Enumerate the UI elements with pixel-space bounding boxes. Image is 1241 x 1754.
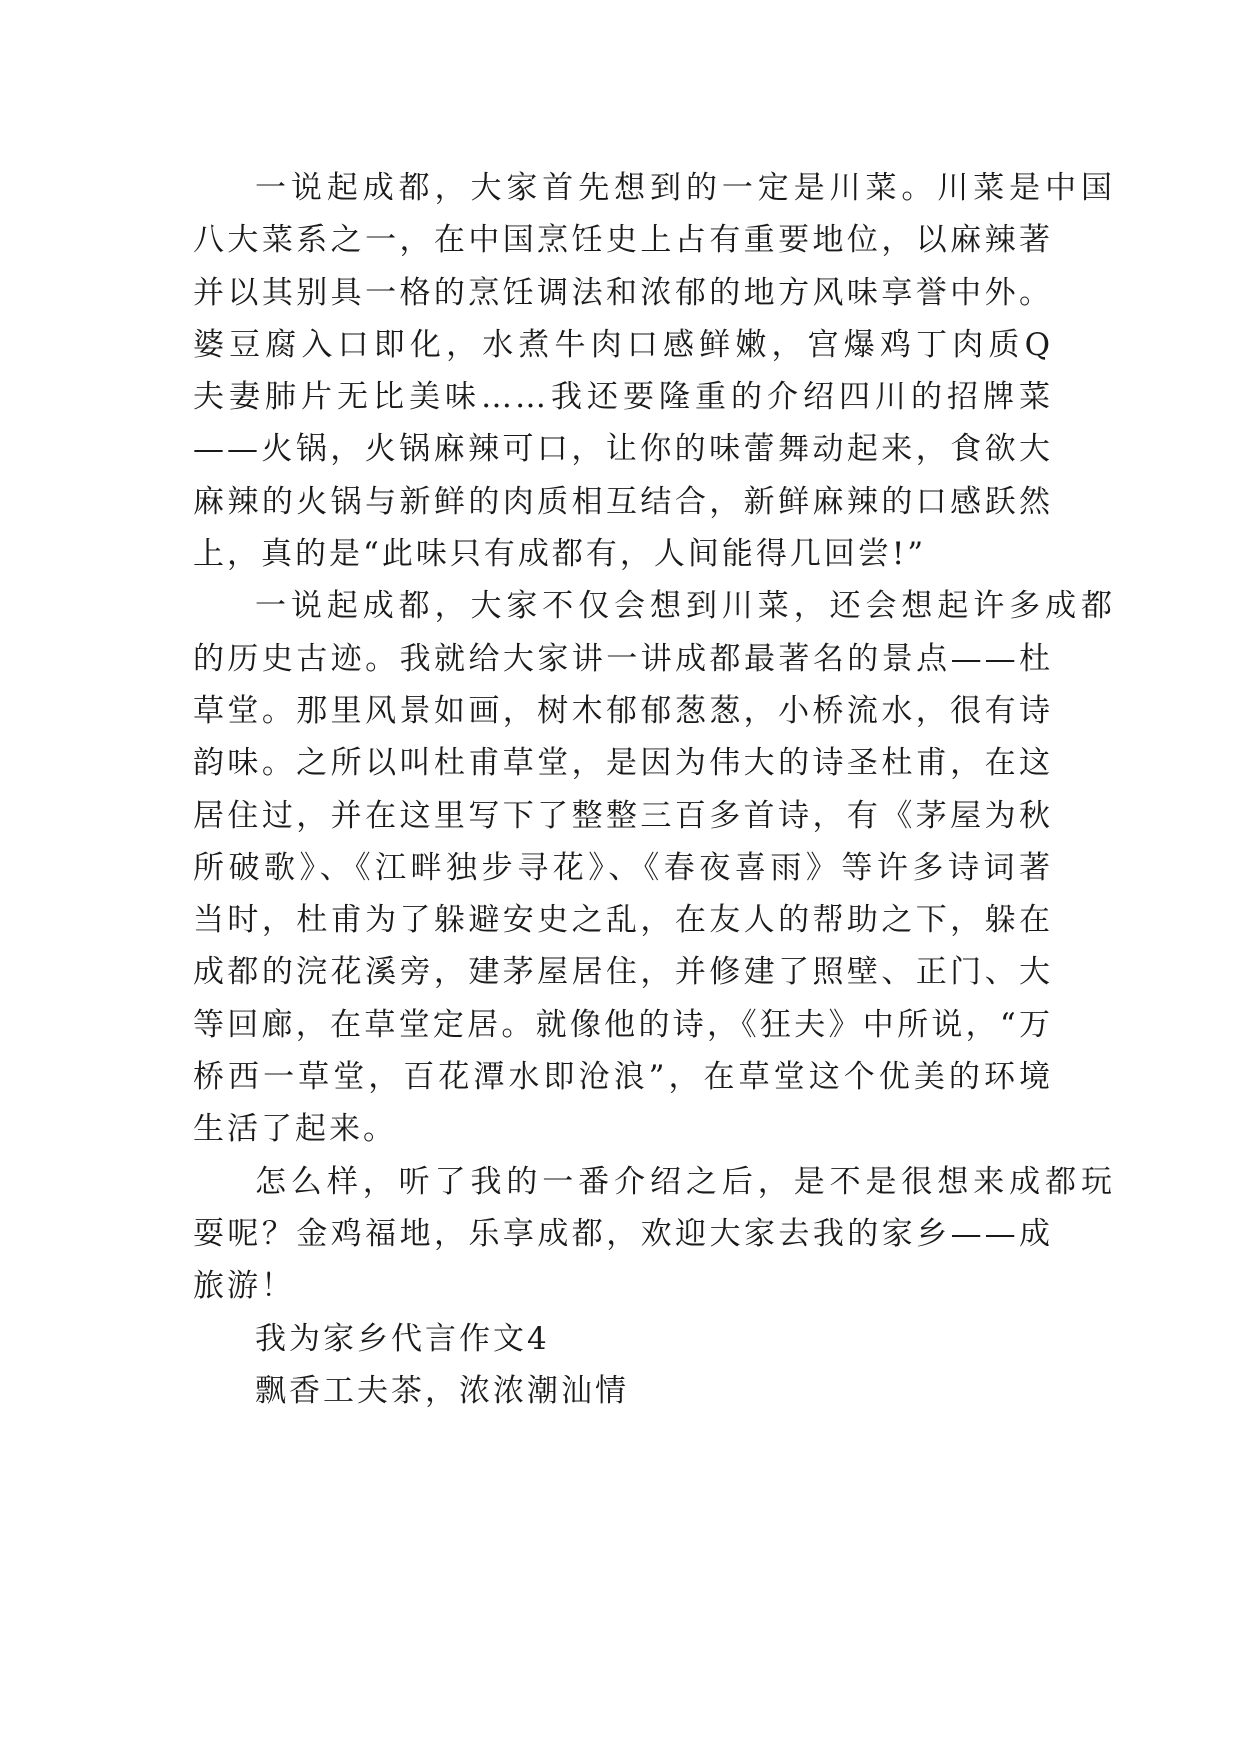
paragraph-sichuan-cuisine: [193, 162, 1115, 580]
paragraph-line: 婆豆腐入口即化，水煮牛肉口感鲜嫩，宫爆鸡丁肉质Q: [193, 326, 1053, 363]
paragraph-line: ——火锅，火锅麻辣可口，让你的味蕾舞动起来，食欲大: [193, 431, 1053, 468]
essay-subheading: 飘香工夫茶，浓浓潮汕情: [255, 1372, 629, 1409]
document-body: [193, 162, 1115, 1417]
paragraph-line: 韵味。之所以叫杜甫草堂，是因为伟大的诗圣杜甫，在这: [193, 745, 1053, 782]
paragraph-line: 旅游！: [193, 1268, 295, 1305]
paragraph-line: 麻辣的火锅与新鲜的肉质相互结合，新鲜麻辣的口感跃然: [193, 483, 1053, 520]
paragraph-line: 怎么样，听了我的一番介绍之后，是不是很想来成都玩: [255, 1163, 1115, 1200]
paragraph-line: 草堂。那里风景如画，树木郁郁葱葱，小桥流水，很有诗: [193, 692, 1053, 729]
paragraph-line: 等回廊，在草堂定居。就像他的诗，《狂夫》中所说，“万: [193, 1006, 1053, 1043]
paragraph-line: 一说起成都，大家首先想到的一定是川菜。川菜是中国: [255, 170, 1115, 206]
paragraph-line: 夫妻肺片无比美味……我还要隆重的介绍四川的招牌菜: [193, 379, 1053, 416]
paragraph-line: 的历史古迹。我就给大家讲一讲成都最著名的景点——杜: [193, 640, 1053, 677]
paragraph-du-fu-cottage: [193, 580, 1115, 1155]
paragraph-line: 桥西一草堂，百花潭水即沧浪”，在草堂这个优美的环境: [193, 1059, 1053, 1096]
paragraph-line: 生活了起来。: [193, 1111, 397, 1148]
paragraph-invitation: [193, 1156, 1115, 1313]
essay-heading: 我为家乡代言作文4: [255, 1320, 550, 1357]
paragraph-line: 上，真的是“此味只有成都有，人间能得几回尝!”: [193, 536, 927, 573]
paragraph-line: 耍呢？金鸡福地，乐享成都，欢迎大家去我的家乡——成: [193, 1215, 1053, 1252]
paragraph-line: 一说起成都，大家不仅会想到川菜，还会想起许多成都: [255, 588, 1115, 625]
paragraph-line: 成都的浣花溪旁，建茅屋居住，并修建了照壁、正门、大: [193, 954, 1053, 991]
paragraph-line: 所破歌》、《江畔独步寻花》、《春夜喜雨》等许多诗词著: [193, 849, 1053, 886]
paragraph-line: 八大菜系之一，在中国烹饪史上占有重要地位，以麻辣著: [193, 222, 1053, 259]
paragraph-line: 居住过，并在这里写下了整整三百多首诗，有《茅屋为秋: [193, 797, 1053, 834]
paragraph-line: 当时，杜甫为了躲避安史之乱，在友人的帮助之下，躲在: [193, 902, 1053, 939]
paragraph-line: 并以其别具一格的烹饪调法和浓郁的地方风味享誉中外。: [193, 274, 1053, 311]
